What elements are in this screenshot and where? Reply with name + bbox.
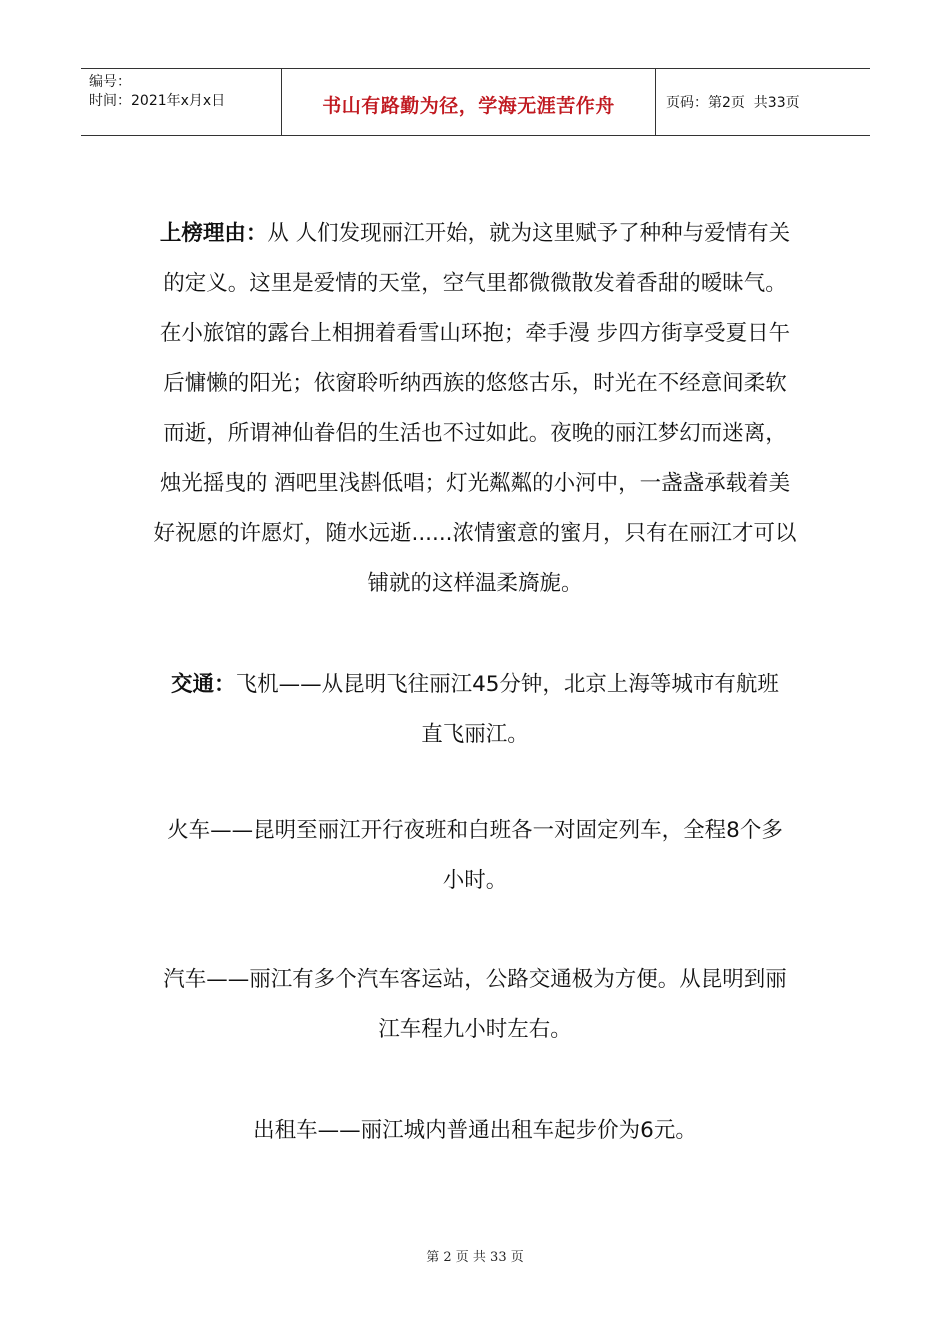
reason-line: 烛光摇曳的 酒吧里浅斟低唱；灯光粼粼的小河中，一盏盏承载着美: [159, 471, 791, 496]
page-footer: [0, 1246, 950, 1265]
reason-line: [130, 209, 820, 259]
reason-line: 在小旅馆的露台上相拥着看雪山环抱；牵手漫 步四方街享受夏日午: [159, 321, 791, 346]
reason-line-text: 从 人们发现丽江开始，就为这里赋予了种种与爱情有关: [267, 221, 791, 246]
traffic-label: 交通：: [171, 672, 236, 697]
section-reason: [130, 209, 820, 609]
reason-line: 的定义。这里是爱情的天堂，空气里都微微散发着香甜的暧昧气。: [163, 271, 787, 296]
section-traffic: [130, 660, 820, 760]
reason-line: 好祝愿的许愿灯，随水远逝......浓情蜜意的蜜月，只有在丽江才可以: [153, 521, 797, 546]
taxi-line: 出租车——丽江城内普通出租车起步价为6元。: [253, 1118, 697, 1143]
bus-line: 江车程九小时左右。: [378, 1017, 572, 1042]
reason-label: 上榜理由：: [159, 221, 268, 246]
bus-line: 汽车——丽江有多个汽车客运站，公路交通极为方便。从昆明到丽: [163, 967, 787, 992]
number-label: 编号：: [89, 74, 131, 90]
section-train: [130, 806, 820, 906]
train-line: 小时。: [442, 868, 508, 893]
header-motto-cell: [282, 69, 656, 135]
traffic-line: 直飞丽江。: [421, 722, 529, 747]
motto-text: 书山有路勤为径，学海无涯苦作舟: [322, 94, 615, 117]
traffic-line-text: 飞机——从昆明飞往丽江45分钟，北京上海等城市有航班: [235, 672, 779, 697]
time-label: 时间：2021年x月x日: [89, 93, 226, 109]
header-page-info: [656, 69, 870, 135]
section-bus: [130, 955, 820, 1055]
traffic-line: [130, 660, 820, 710]
page-header: [81, 68, 870, 136]
reason-line: 而逝，所谓神仙眷侣的生活也不过如此。夜晚的丽江梦幻而迷离，: [163, 421, 787, 446]
reason-line: 后慵懒的阳光；依窗聆听纳西族的悠悠古乐，时光在不经意间柔软: [163, 371, 787, 396]
page-info-text: 页码：第2页 共33页: [666, 95, 800, 111]
reason-line: 铺就的这样温柔旖旎。: [367, 571, 583, 596]
header-meta: [81, 69, 282, 135]
train-line: 火车——昆明至丽江开行夜班和白班各一对固定列车，全程8个多: [167, 818, 783, 843]
footer-page-number: 第 2 页 共 33 页: [426, 1250, 524, 1265]
section-taxi: [130, 1106, 820, 1156]
